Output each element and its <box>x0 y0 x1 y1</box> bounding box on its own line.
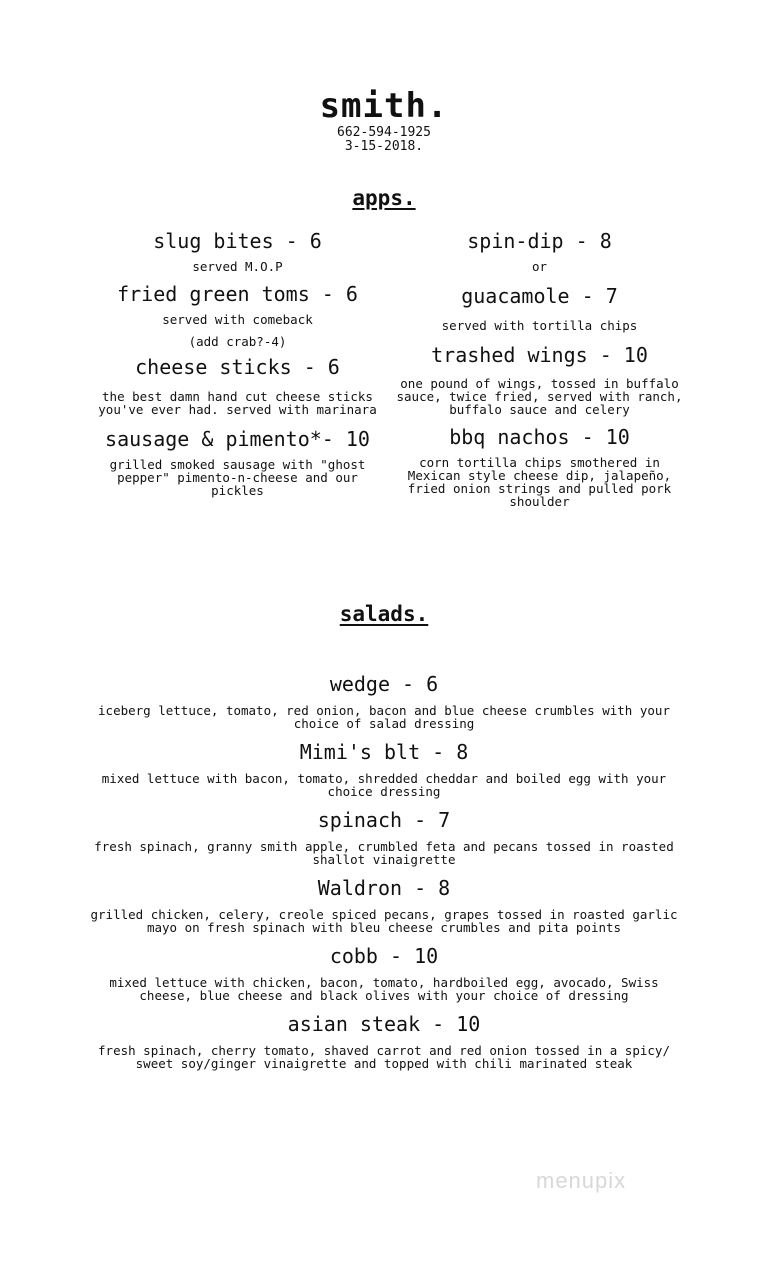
menu-item <box>84 1010 684 1070</box>
item-name: cheese sticks - 6 <box>135 355 340 379</box>
item-description: mixed lettuce with chicken, bacon, tomato, hardboiled egg, avocado, Swiss cheese, blue cheese and black olives with your choice of dressing <box>109 975 659 1003</box>
item-description: served M.O.P <box>192 259 283 274</box>
apps-left-column <box>90 228 385 497</box>
item-name: spin-dip - 8 <box>467 229 612 253</box>
item-name: wedge - 6 <box>329 672 439 696</box>
menu-item <box>90 426 385 497</box>
item-name: trashed wings - 10 <box>431 343 648 367</box>
menu-item <box>84 874 684 934</box>
menu-header <box>0 86 768 154</box>
item-description: one pound of wings, tossed in buffalo sauce, twice fried, served with ranch, buffalo sauce and celery <box>396 376 683 417</box>
menu-item <box>84 738 684 798</box>
item-name: bbq nachos - 10 <box>449 425 630 449</box>
item-description: grilled chicken, celery, creole spiced pecans, grapes tossed in roasted garlic mayo on fresh spinach with bleu cheese crumbles and pita points <box>90 907 678 935</box>
menu-item <box>84 806 684 866</box>
item-description: or <box>531 259 548 274</box>
item-name: guacamole - 7 <box>461 284 618 308</box>
item-name: spinach - 7 <box>317 808 451 832</box>
menu-item <box>84 942 684 1002</box>
menu-item <box>392 283 687 332</box>
item-description: fresh spinach, granny smith apple, crumbled feta and pecans tossed in roasted shallot vinaigrette <box>94 839 674 867</box>
item-description: fresh spinach, cherry tomato, shaved carrot and red onion tossed in a spicy/ sweet soy/ginger vinaigrette and topped with chili marinated steak <box>98 1043 670 1071</box>
item-name: fried green toms - 6 <box>117 282 358 306</box>
salads-heading: salads. <box>339 602 429 626</box>
restaurant-name: smith. <box>319 86 449 126</box>
salads-list <box>84 670 684 1078</box>
menu-item <box>392 342 687 416</box>
item-name: Waldron - 8 <box>317 876 451 900</box>
item-extra: (add crab?-4) <box>188 334 287 349</box>
item-name: cobb - 10 <box>329 944 439 968</box>
menu-item <box>392 424 687 508</box>
menu-item <box>90 281 385 348</box>
item-name: slug bites - 6 <box>153 229 322 253</box>
watermark-logo: menupix <box>536 1168 627 1193</box>
item-description: served with comeback <box>162 312 313 327</box>
menu-item <box>90 354 385 416</box>
item-description: the best damn hand cut cheese sticks you've ever had. served with marinara <box>98 389 377 417</box>
item-description: mixed lettuce with bacon, tomato, shredded cheddar and boiled egg with your choice dressing <box>101 771 667 799</box>
item-description: iceberg lettuce, tomato, red onion, bacon and blue cheese crumbles with your choice of salad dressing <box>98 703 670 731</box>
item-description: served with tortilla chips <box>441 318 638 333</box>
item-name: sausage & pimento*- 10 <box>105 427 370 451</box>
item-name: asian steak - 10 <box>287 1012 481 1036</box>
item-description: corn tortilla chips smothered in Mexican style cheese dip, jalapeño, fried onion strings and pulled pork shoulder <box>407 455 672 509</box>
menu-date: 3-15-2018. <box>344 139 424 154</box>
menu-item <box>84 670 684 730</box>
phone-number: 662-594-1925 <box>337 125 431 140</box>
apps-heading: apps. <box>352 186 416 210</box>
menu-item <box>90 228 385 273</box>
item-name: Mimi's blt - 8 <box>299 740 469 764</box>
apps-right-column <box>392 228 687 508</box>
item-description: grilled smoked sausage with "ghost pepper" pimento-n-cheese and our pickles <box>109 457 366 498</box>
menu-item <box>392 228 687 273</box>
